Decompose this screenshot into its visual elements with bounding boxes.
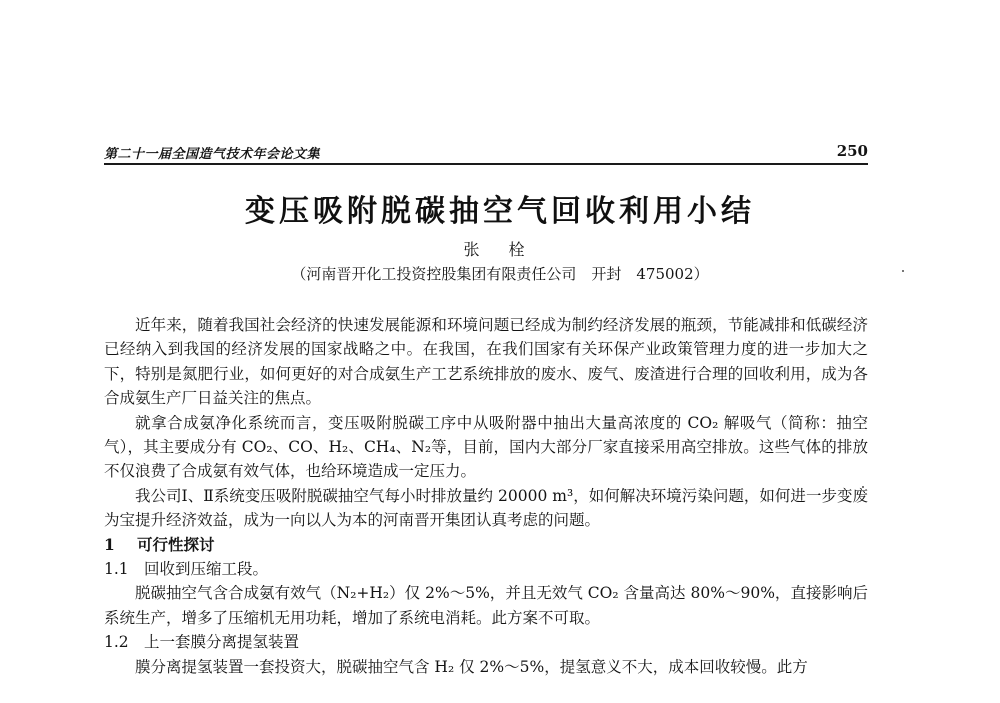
subsection-title: 上一套膜分离提氢装置 [144, 633, 300, 652]
subsection-text: 膜分离提氢装置一套投资大，脱碳抽空气含 H₂ 仅 2%～5%，提氢意义不大，成本回收较慢。此方 [135, 657, 808, 676]
paper-body [104, 313, 868, 679]
subsection-number: 1.1 [104, 560, 129, 579]
paragraph-intro: 近年来，随着我国社会经济的快速发展能源和环境问题已经成为制约经济发展的瓶颈，节能减排和低碳经济已经纳入到我国的经济发展的国家战略之中。在我国，在我们国家有关环保产业政策管理力度的进一步加大之下，特别是氮肥行业，如何更好的对合成氨生产工艺系统排放的废水、废气、废渣进行合理的回收利用，成为各合成氨生产厂日益关注的焦点。 [104, 316, 868, 408]
paragraph-purification: 就拿合成氨净化系统而言，变压吸附脱碳工序中从吸附器中抽出大量高浓度的 CO₂ 解吸气（简称：抽空气），其主要成分有 CO₂、CO、H₂、CH₄、N₂等，目前，国内大部分厂家直接采用高空排放。这些气体的排放不仅浪费了合成氨有效气体，也给环境造成一定压力。 [104, 413, 868, 481]
author-name: 张 栓 [463, 240, 537, 259]
subsection-text: 脱碳抽空气含合成氨有效气（N₂+H₂）仅 2%～5%，并且无效气 CO₂ 含量高达 80%～90%，直接影响后系统生产，增多了压缩机无用功耗，增加了系统电消耗。此方案不可取。 [104, 584, 868, 627]
section-title: 可行性探讨 [137, 534, 215, 554]
running-header [104, 143, 868, 165]
subsection-number: 1.2 [104, 633, 129, 652]
page-number: 250 [836, 142, 868, 160]
paragraph-company: 我公司Ⅰ、Ⅱ系统变压吸附脱碳抽空气每小时排放量约 20000 m³，如何解决环境污染问题，如何进一步变废为宝提升经济效益，成为一向以人为本的河南晋开集团认真考虑的问题。 [104, 486, 868, 530]
author-affiliation: （河南晋开化工投资控股集团有限责任公司 开封 475002） [291, 265, 709, 283]
section-heading [104, 533, 868, 557]
subsection-title: 回收到压缩工段。 [144, 560, 269, 579]
subsection-heading [104, 630, 868, 654]
paper-title: 变压吸附脱碳抽空气回收利用小结 [245, 194, 755, 229]
section-number: 1 [104, 534, 115, 554]
subsection-heading [104, 557, 868, 581]
journal-title: 第二十一届全国造气技术年会论文集 [104, 147, 321, 162]
scan-speck [902, 270, 904, 272]
